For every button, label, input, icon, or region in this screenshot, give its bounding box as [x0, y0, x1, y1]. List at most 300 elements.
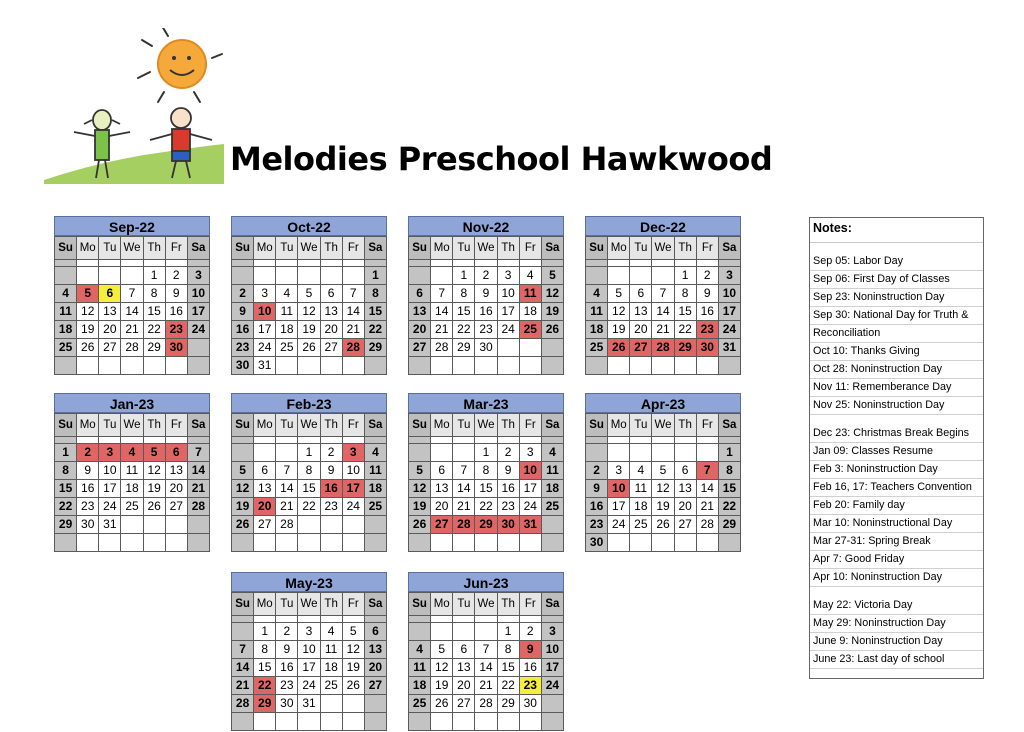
month-title: Apr-23	[585, 393, 741, 413]
day-cell: 26	[77, 339, 99, 357]
day-cell: 22	[55, 498, 77, 516]
day-cell: 13	[630, 303, 652, 321]
day-cell: 4	[409, 641, 431, 659]
empty-cell	[475, 534, 497, 552]
weekday-header: Th	[143, 414, 165, 437]
empty-cell	[541, 713, 563, 731]
empty-cell	[187, 339, 209, 357]
weekday-header: Su	[409, 237, 431, 260]
day-cell: 5	[608, 285, 630, 303]
day-cell: 6	[320, 285, 342, 303]
day-cell: 5	[409, 462, 431, 480]
day-cell: 27	[409, 339, 431, 357]
day-cell: 23	[519, 677, 541, 695]
month-table	[231, 236, 387, 375]
empty-cell	[55, 357, 77, 375]
day-cell: 19	[541, 303, 563, 321]
month-table	[54, 413, 210, 552]
day-cell: 28	[475, 695, 497, 713]
note-item: Oct 10: Thanks Giving	[810, 343, 983, 361]
weekday-header: Sa	[541, 237, 563, 260]
day-cell: 1	[497, 623, 519, 641]
day-cell: 22	[475, 498, 497, 516]
day-cell: 21	[121, 321, 143, 339]
day-cell: 22	[718, 498, 740, 516]
day-cell: 19	[77, 321, 99, 339]
day-cell: 2	[320, 444, 342, 462]
day-cell: 26	[143, 498, 165, 516]
day-cell: 29	[674, 339, 696, 357]
day-cell: 15	[475, 480, 497, 498]
weekday-header: Tu	[276, 237, 298, 260]
weekday-header: Sa	[187, 237, 209, 260]
empty-cell	[519, 534, 541, 552]
day-cell: 30	[475, 339, 497, 357]
empty-cell	[254, 444, 276, 462]
day-cell: 25	[519, 321, 541, 339]
empty-cell	[298, 516, 320, 534]
day-cell: 3	[187, 267, 209, 285]
month-calendar	[231, 572, 387, 731]
month-table	[231, 592, 387, 731]
empty-cell	[431, 444, 453, 462]
empty-cell	[475, 713, 497, 731]
weekday-header: Mo	[77, 237, 99, 260]
day-cell: 25	[409, 695, 431, 713]
day-cell: 18	[409, 677, 431, 695]
empty-cell	[342, 534, 364, 552]
weekday-header: We	[298, 593, 320, 616]
weekday-header: Tu	[453, 237, 475, 260]
day-cell: 7	[276, 462, 298, 480]
day-cell: 30	[519, 695, 541, 713]
day-cell: 26	[298, 339, 320, 357]
note-item: Nov 11: Rememberance Day	[810, 379, 983, 397]
empty-cell	[276, 267, 298, 285]
empty-cell	[99, 357, 121, 375]
day-cell: 1	[298, 444, 320, 462]
note-item: Mar 27-31: Spring Break	[810, 533, 983, 551]
day-cell: 13	[674, 480, 696, 498]
day-cell: 31	[718, 339, 740, 357]
day-cell: 17	[497, 303, 519, 321]
empty-cell	[497, 534, 519, 552]
empty-cell	[409, 357, 431, 375]
empty-cell	[586, 267, 608, 285]
day-cell: 13	[409, 303, 431, 321]
day-cell: 10	[187, 285, 209, 303]
day-cell: 20	[165, 480, 187, 498]
day-cell: 17	[519, 480, 541, 498]
day-cell: 12	[409, 480, 431, 498]
day-cell: 4	[55, 285, 77, 303]
day-cell: 9	[586, 480, 608, 498]
empty-cell	[630, 357, 652, 375]
day-cell: 7	[475, 641, 497, 659]
day-cell: 23	[696, 321, 718, 339]
day-cell: 26	[652, 516, 674, 534]
empty-cell	[121, 516, 143, 534]
weekday-header: Tu	[630, 414, 652, 437]
day-cell: 11	[409, 659, 431, 677]
weekday-header: Fr	[696, 237, 718, 260]
weekday-header: We	[121, 414, 143, 437]
day-cell: 27	[431, 516, 453, 534]
day-cell: 28	[453, 516, 475, 534]
day-cell: 20	[431, 498, 453, 516]
notes-list	[810, 253, 983, 669]
day-cell: 29	[55, 516, 77, 534]
day-cell: 12	[143, 462, 165, 480]
day-cell: 25	[586, 339, 608, 357]
day-cell: 1	[475, 444, 497, 462]
empty-cell	[652, 357, 674, 375]
month-title: Mar-23	[408, 393, 564, 413]
empty-cell	[696, 444, 718, 462]
day-cell: 10	[254, 303, 276, 321]
empty-cell	[254, 267, 276, 285]
note-item: Sep 30: National Day for Truth &	[810, 307, 983, 325]
empty-cell	[165, 357, 187, 375]
day-cell: 8	[718, 462, 740, 480]
month-title: Feb-23	[231, 393, 387, 413]
day-cell: 23	[320, 498, 342, 516]
empty-cell	[298, 534, 320, 552]
weekday-header: Th	[497, 414, 519, 437]
empty-cell	[475, 623, 497, 641]
empty-cell	[320, 267, 342, 285]
weekday-header: Th	[497, 593, 519, 616]
note-item: Reconciliation	[810, 325, 983, 343]
day-cell: 26	[431, 695, 453, 713]
empty-cell	[276, 357, 298, 375]
day-cell: 30	[586, 534, 608, 552]
day-cell: 14	[431, 303, 453, 321]
day-cell: 18	[630, 498, 652, 516]
empty-cell	[165, 516, 187, 534]
note-item: Apr 7: Good Friday	[810, 551, 983, 569]
month-calendar	[408, 572, 564, 731]
day-cell: 21	[276, 498, 298, 516]
weekday-header: Su	[409, 414, 431, 437]
day-cell: 5	[298, 285, 320, 303]
day-cell: 10	[541, 641, 563, 659]
day-cell: 22	[364, 321, 386, 339]
day-cell: 10	[608, 480, 630, 498]
month-table	[231, 413, 387, 552]
day-cell: 27	[674, 516, 696, 534]
day-cell: 29	[453, 339, 475, 357]
day-cell: 6	[165, 444, 187, 462]
empty-cell	[541, 534, 563, 552]
day-cell: 10	[497, 285, 519, 303]
weekday-header: Mo	[77, 414, 99, 437]
day-cell: 22	[674, 321, 696, 339]
day-cell: 8	[143, 285, 165, 303]
day-cell: 11	[320, 641, 342, 659]
day-cell: 10	[298, 641, 320, 659]
day-cell: 15	[453, 303, 475, 321]
day-cell: 31	[519, 516, 541, 534]
day-cell: 19	[342, 659, 364, 677]
day-cell: 8	[453, 285, 475, 303]
empty-cell	[342, 267, 364, 285]
day-cell: 6	[453, 641, 475, 659]
preschool-logo	[44, 28, 224, 184]
day-cell: 17	[608, 498, 630, 516]
weekday-header: Fr	[342, 237, 364, 260]
month-table	[54, 236, 210, 375]
note-item: Apr 10: Noninstruction Day	[810, 569, 983, 587]
month-table	[408, 413, 564, 552]
day-cell: 22	[254, 677, 276, 695]
weekday-header: Tu	[276, 414, 298, 437]
empty-cell	[431, 623, 453, 641]
day-cell: 3	[298, 623, 320, 641]
day-cell: 19	[298, 321, 320, 339]
day-cell: 5	[652, 462, 674, 480]
weekday-header: Th	[143, 237, 165, 260]
note-item: Sep 06: First Day of Classes	[810, 271, 983, 289]
day-cell: 15	[143, 303, 165, 321]
day-cell: 13	[453, 659, 475, 677]
weekday-header: Tu	[99, 414, 121, 437]
day-cell: 30	[696, 339, 718, 357]
day-cell: 26	[342, 677, 364, 695]
day-cell: 18	[55, 321, 77, 339]
empty-cell	[608, 444, 630, 462]
day-cell: 18	[320, 659, 342, 677]
day-cell: 4	[320, 623, 342, 641]
month-title: Nov-22	[408, 216, 564, 236]
empty-cell	[696, 357, 718, 375]
note-item: Sep 23: Noninstruction Day	[810, 289, 983, 307]
day-cell: 29	[475, 516, 497, 534]
day-cell: 4	[364, 444, 386, 462]
empty-cell	[254, 534, 276, 552]
day-cell: 21	[652, 321, 674, 339]
empty-cell	[165, 534, 187, 552]
day-cell: 27	[453, 695, 475, 713]
empty-cell	[342, 357, 364, 375]
day-cell: 1	[674, 267, 696, 285]
day-cell: 12	[298, 303, 320, 321]
day-cell: 17	[718, 303, 740, 321]
month-title: May-23	[231, 572, 387, 592]
empty-cell	[143, 357, 165, 375]
day-cell: 20	[364, 659, 386, 677]
empty-cell	[718, 534, 740, 552]
note-item: May 22: Victoria Day	[810, 597, 983, 615]
empty-cell	[121, 357, 143, 375]
day-cell: 22	[453, 321, 475, 339]
empty-cell	[696, 534, 718, 552]
empty-cell	[431, 534, 453, 552]
day-cell: 21	[431, 321, 453, 339]
empty-cell	[99, 267, 121, 285]
day-cell: 27	[630, 339, 652, 357]
day-cell: 17	[187, 303, 209, 321]
empty-cell	[99, 534, 121, 552]
day-cell: 3	[608, 462, 630, 480]
weekday-header: Sa	[364, 414, 386, 437]
empty-cell	[298, 713, 320, 731]
day-cell: 29	[254, 695, 276, 713]
weekday-header: Fr	[342, 593, 364, 616]
weekday-header: Th	[320, 593, 342, 616]
day-cell: 3	[254, 285, 276, 303]
empty-cell	[320, 357, 342, 375]
empty-cell	[608, 267, 630, 285]
month-title: Sep-22	[54, 216, 210, 236]
note-item: Feb 16, 17: Teachers Convention	[810, 479, 983, 497]
day-cell: 28	[276, 516, 298, 534]
weekday-header: Mo	[254, 414, 276, 437]
empty-cell	[409, 267, 431, 285]
day-cell: 25	[364, 498, 386, 516]
weekday-header: We	[652, 237, 674, 260]
day-cell: 19	[652, 498, 674, 516]
day-cell: 27	[364, 677, 386, 695]
weekday-header: Th	[674, 237, 696, 260]
empty-cell	[608, 534, 630, 552]
day-cell: 4	[541, 444, 563, 462]
day-cell: 23	[232, 339, 254, 357]
empty-cell	[453, 444, 475, 462]
empty-cell	[364, 695, 386, 713]
day-cell: 5	[342, 623, 364, 641]
empty-cell	[630, 267, 652, 285]
day-cell: 19	[232, 498, 254, 516]
day-cell: 14	[187, 462, 209, 480]
empty-cell	[674, 357, 696, 375]
day-cell: 11	[121, 462, 143, 480]
empty-cell	[652, 444, 674, 462]
day-cell: 27	[254, 516, 276, 534]
day-cell: 12	[431, 659, 453, 677]
day-cell: 3	[541, 623, 563, 641]
empty-cell	[409, 444, 431, 462]
month-table	[408, 592, 564, 731]
day-cell: 2	[276, 623, 298, 641]
weekday-header: Su	[55, 414, 77, 437]
weekday-header: Tu	[630, 237, 652, 260]
month-table	[585, 413, 741, 552]
day-cell: 7	[121, 285, 143, 303]
day-cell: 24	[608, 516, 630, 534]
empty-cell	[497, 339, 519, 357]
empty-cell	[364, 713, 386, 731]
weekday-header: Su	[586, 237, 608, 260]
empty-cell	[342, 695, 364, 713]
day-cell: 13	[364, 641, 386, 659]
day-cell: 29	[718, 516, 740, 534]
day-cell: 6	[630, 285, 652, 303]
day-cell: 1	[364, 267, 386, 285]
day-cell: 14	[453, 480, 475, 498]
weekday-header: Mo	[431, 593, 453, 616]
weekday-header: Tu	[453, 593, 475, 616]
day-cell: 21	[453, 498, 475, 516]
note-item: May 29: Noninstruction Day	[810, 615, 983, 633]
day-cell: 2	[77, 444, 99, 462]
empty-cell	[187, 357, 209, 375]
day-cell: 12	[77, 303, 99, 321]
day-cell: 8	[364, 285, 386, 303]
day-cell: 2	[232, 285, 254, 303]
day-cell: 9	[165, 285, 187, 303]
month-title: Jun-23	[408, 572, 564, 592]
empty-cell	[652, 267, 674, 285]
empty-cell	[342, 516, 364, 534]
day-cell: 3	[497, 267, 519, 285]
empty-cell	[497, 713, 519, 731]
empty-cell	[320, 534, 342, 552]
empty-cell	[519, 357, 541, 375]
day-cell: 18	[586, 321, 608, 339]
note-item: June 9: Noninstruction Day	[810, 633, 983, 651]
day-cell: 25	[121, 498, 143, 516]
empty-cell	[77, 534, 99, 552]
day-cell: 4	[121, 444, 143, 462]
day-cell: 22	[143, 321, 165, 339]
day-cell: 8	[497, 641, 519, 659]
day-cell: 15	[55, 480, 77, 498]
day-cell: 27	[320, 339, 342, 357]
empty-cell	[276, 713, 298, 731]
weekday-header: Sa	[187, 414, 209, 437]
day-cell: 18	[519, 303, 541, 321]
day-cell: 2	[497, 444, 519, 462]
empty-cell	[674, 534, 696, 552]
day-cell: 24	[718, 321, 740, 339]
month-title: Jan-23	[54, 393, 210, 413]
empty-cell	[519, 339, 541, 357]
weekday-header: Su	[232, 237, 254, 260]
day-cell: 8	[475, 462, 497, 480]
day-cell: 20	[99, 321, 121, 339]
empty-cell	[497, 357, 519, 375]
day-cell: 3	[99, 444, 121, 462]
empty-cell	[276, 534, 298, 552]
day-cell: 2	[165, 267, 187, 285]
day-cell: 16	[696, 303, 718, 321]
day-cell: 9	[276, 641, 298, 659]
day-cell: 7	[453, 462, 475, 480]
day-cell: 14	[342, 303, 364, 321]
day-cell: 30	[165, 339, 187, 357]
empty-cell	[409, 534, 431, 552]
day-cell: 7	[652, 285, 674, 303]
day-cell: 12	[608, 303, 630, 321]
weekday-header: We	[121, 237, 143, 260]
month-calendar	[231, 393, 387, 552]
empty-cell	[409, 623, 431, 641]
day-cell: 7	[187, 444, 209, 462]
day-cell: 21	[232, 677, 254, 695]
weekday-header: Sa	[541, 593, 563, 616]
day-cell: 10	[99, 462, 121, 480]
day-cell: 9	[497, 462, 519, 480]
empty-cell	[121, 534, 143, 552]
weekday-header: Sa	[541, 414, 563, 437]
empty-cell	[453, 534, 475, 552]
day-cell: 30	[497, 516, 519, 534]
empty-cell	[519, 713, 541, 731]
day-cell: 8	[254, 641, 276, 659]
empty-cell	[586, 444, 608, 462]
day-cell: 13	[254, 480, 276, 498]
